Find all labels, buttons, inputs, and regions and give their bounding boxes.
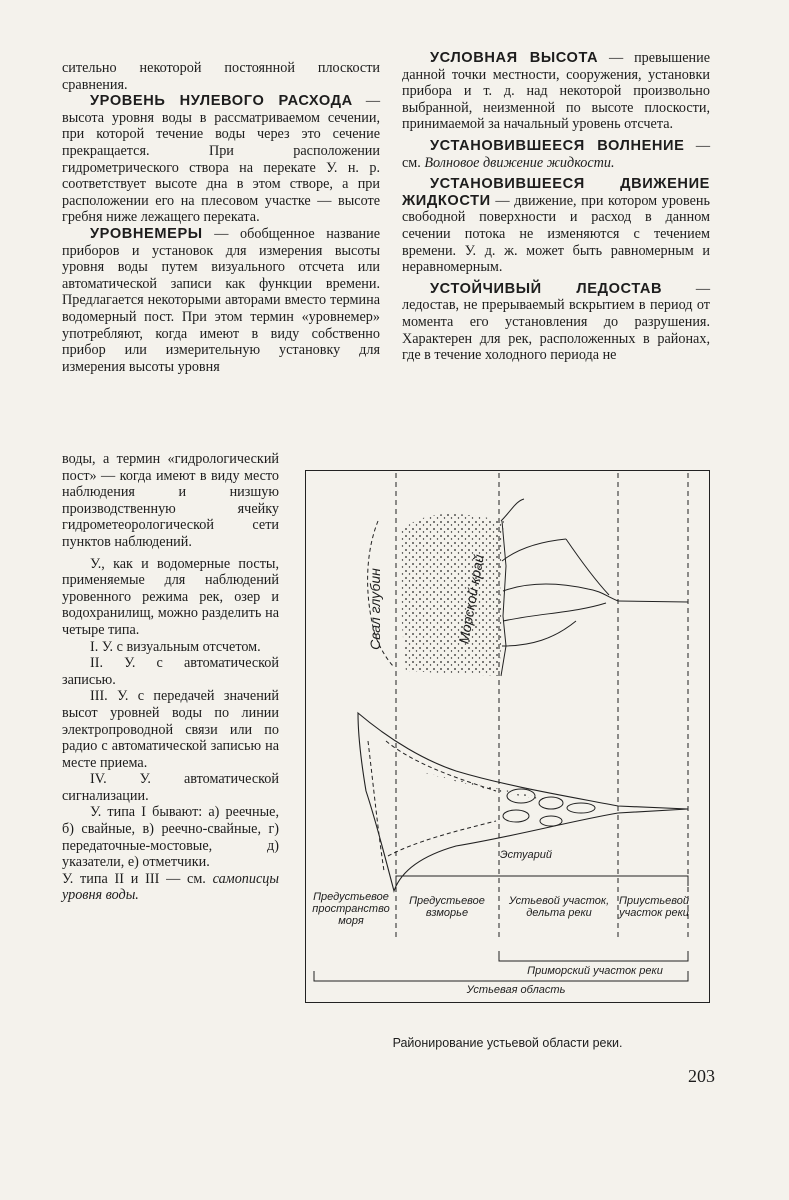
label-slope: Свал глубин bbox=[366, 568, 383, 650]
entry-text: У. типа II и III — см. bbox=[62, 870, 213, 887]
label-pre-shore: Предустьевое взморье bbox=[409, 895, 485, 919]
paragraph: воды, а термин «гидрологический пост» — когда имеют в виду место наблюдения и низшую производственную ячейку гидрометеорологической сети пунктов наблюдений. bbox=[62, 451, 279, 550]
entry-term: УСТАНОВИВШЕЕСЯ ВОЛНЕНИЕ bbox=[430, 137, 685, 154]
paragraph: сительно некоторой постоянной плоскости сравнения. bbox=[62, 60, 380, 93]
cross-reference: Волновое движение жидкости. bbox=[424, 154, 615, 171]
right-column bbox=[402, 50, 710, 364]
entry-text: — превышение данной точки местности, сооружения, установки прибора и т. д. над некоторой произвольно выбранной, неизменной по высоте плоскости, принимаемой за начальный уровень отсчета. bbox=[402, 50, 710, 133]
list-item: I. У. с визуальным отсчетом. bbox=[90, 638, 261, 655]
entry-steady-waves bbox=[402, 138, 710, 171]
entry-steady-flow bbox=[402, 176, 710, 276]
paragraph: У., как и водомерные посты, применяемые для наблюдений уровенного режима рек, озер и водохранилищ, можно разделить на четыре типа. bbox=[62, 555, 279, 638]
left-column-upper bbox=[62, 60, 380, 375]
entry-text: — движение, при котором уровень свободной поверхности и расход в данном сечении потока не изменяются с течением времени. У. д. ж. может быть равномерным и неравномерным. bbox=[402, 192, 710, 276]
entry-term: УСТАНОВИВШЕЕСЯ ДВИЖЕНИЕ ЖИДКОСТИ bbox=[402, 176, 710, 209]
estuary-zoning-figure bbox=[305, 470, 710, 1003]
list-item: III. У. с передачей значений высот уровней воды по линии электропроводной связи или по радио с автоматической записью на месте приема. bbox=[62, 688, 279, 771]
entry-text: — см. bbox=[402, 137, 710, 171]
label-sea-edge: Морской край bbox=[455, 553, 487, 645]
entry-conditional-height bbox=[402, 50, 710, 133]
list-item: IV. У. автоматической сигнализации. bbox=[62, 771, 279, 804]
entry-zero-flow-level bbox=[62, 93, 380, 226]
entry-level-gauges bbox=[62, 226, 380, 375]
figure-caption: Районирование устьевой области реки. bbox=[392, 1036, 623, 1050]
cross-reference: самописцы уровня воды. bbox=[62, 870, 279, 904]
list-item: II. У. с автоматической записью. bbox=[62, 655, 279, 688]
entry-term: УРОВЕНЬ НУЛЕВОГО РАСХОДА bbox=[90, 93, 353, 110]
left-column-lower bbox=[62, 451, 279, 904]
entry-term: УРОВНЕМЕРЫ bbox=[90, 225, 203, 242]
label-delta: Устьевой участок, дельта реки bbox=[508, 895, 610, 919]
label-coastal: Приморский участок реки bbox=[527, 965, 663, 977]
entry-text: — обобщенное название приборов и установок для измерения высоты уровня воды путем визуального отсчета или автоматической записи как функции времени. Предлагается некоторыми авторами вместо термина водомерный пост. При этом термин «уровнемер» употребляют, когда имеют в виду собственно прибор или измерительную установку для измерения высоты уровня bbox=[62, 225, 380, 375]
entry-text: — ледостав, не прерываемый вскрытием в период от момента его установления до разрушения. Характерен для рек, расположенных в районах, где в течение холодного периода не bbox=[402, 280, 710, 364]
label-pre-sea: Предустьевое пространство моря bbox=[312, 891, 390, 927]
entry-stable-ice-cover bbox=[402, 281, 710, 364]
label-estuary: Эстуарий bbox=[499, 849, 553, 861]
page-number: 203 bbox=[688, 1066, 715, 1086]
entry-term: УСТОЙЧИВЫЙ ЛЕДОСТАВ bbox=[430, 280, 663, 297]
paragraph: У. типа I бывают: а) реечные, б) свайные, в) реечно-свайные, г) передаточные-мостовые, д) указатели, е) отметчики. bbox=[62, 804, 279, 871]
label-near-mouth: Приустьевой участок реки bbox=[618, 895, 689, 919]
label-mouth-area: Устьевая область bbox=[466, 984, 566, 996]
entry-text: — высота уровня воды в рассматриваемом сечении, при которой течение воды через это сечение прекращается. При расположении гидрометрического створа на перекате У. н. р. соответствует высоте дна в этом створе, а при расположении его на плесовом участке — высоте гребня ниже лежащего переката. bbox=[62, 93, 381, 226]
paragraph bbox=[62, 871, 279, 904]
entry-term: УСЛОВНАЯ ВЫСОТА bbox=[430, 50, 599, 66]
